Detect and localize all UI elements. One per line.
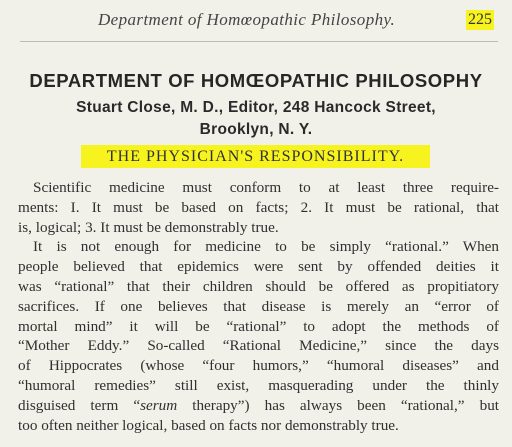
running-header xyxy=(0,8,512,34)
text-line: people believed that epidemics were sent by offended deities it xyxy=(18,258,499,276)
text-line xyxy=(18,396,499,416)
italic-term: serum xyxy=(140,396,178,414)
address-line: Brooklyn, N. Y. xyxy=(199,121,313,138)
text-line: sacrifices. If one believes that disease is merely an “error of xyxy=(18,297,499,315)
text-line: ments: I. It must be based on facts; 2. It must be rational, that xyxy=(18,198,499,216)
text-line: It is not enough for medicine to be simply “rational.” When xyxy=(33,238,499,256)
department-heading: DEPARTMENT OF HOMŒOPATHIC PHILOSOPHY xyxy=(29,70,483,91)
header-divider xyxy=(20,41,498,42)
text-line: is, logical; 3. It must be demonstrably true. xyxy=(18,218,279,236)
text-line: Scientific medicine must conform to at least three require- xyxy=(33,179,499,196)
text-line: of Hippocrates (whose “four humors,” “humoral diseases” and xyxy=(18,357,499,375)
text-fragment: therapy”) has always been “rational,” but xyxy=(177,396,500,414)
text-line: mortal mind” it will be “rational” to adopt the methods of xyxy=(18,317,499,335)
page-number: 225 xyxy=(468,11,492,28)
text-line: “humoral remedies” still exist, masquerading under the thinly xyxy=(18,376,499,394)
text-line: “Mother Eddy.” So-called “Rational Medicine,” since the days xyxy=(18,337,499,355)
running-title: Department of Homœopathic Philosophy. xyxy=(98,10,396,29)
article-body xyxy=(18,178,499,435)
text-line: was “rational” that their children should be offered as propitiatory xyxy=(18,277,499,295)
article-title: THE PHYSICIAN'S RESPONSIBILITY. xyxy=(81,145,430,168)
text-fragment: disguised term “ xyxy=(18,396,141,414)
text-line: too often neither logical, based on facts nor demonstrably true. xyxy=(18,416,399,434)
editor-line: Stuart Close, M. D., Editor, 248 Hancock Street, xyxy=(76,99,436,116)
